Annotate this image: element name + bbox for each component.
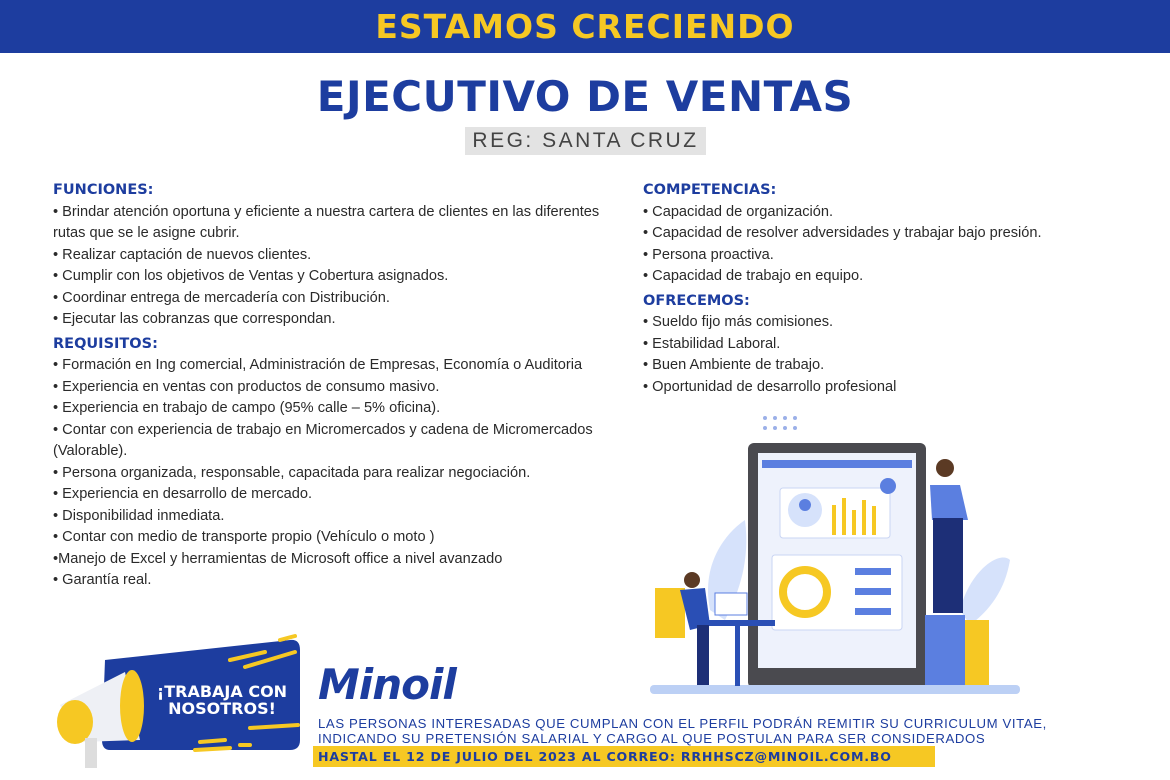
section-heading: OFRECEMOS: xyxy=(643,292,750,309)
megaphone-banner xyxy=(50,630,310,775)
list-item: • Coordinar entrega de mercadería con Distribución. xyxy=(53,289,390,306)
list-item: • Contar con medio de transporte propio (Vehículo o moto ) xyxy=(53,529,435,545)
deadline-email-bar: HASTAL EL 12 DE JULIO DEL 2023 AL CORREO: RRHHSCZ@MINOIL.COM.BO xyxy=(313,746,935,767)
list-item: • Experiencia en desarrollo de mercado. xyxy=(53,486,313,502)
list-item: • Buen Ambiente de trabajo. xyxy=(643,357,825,373)
decor-dots-icon xyxy=(763,416,797,430)
list-item: • Oportunidad de desarrollo profesional xyxy=(643,378,897,395)
header-banner xyxy=(0,0,1170,53)
list-item: • Ejecutar las cobranzas que correspondan. xyxy=(53,311,336,327)
list-item: • Contar con experiencia de trabajo en Micromercados y cadena de Micromercados (Valorable). xyxy=(53,421,593,459)
list-item: • Capacidad de organización. xyxy=(643,203,834,220)
list-item: • Garantía real. xyxy=(53,572,152,588)
list-item: • Brindar atención oportuna y eficiente a nuestra cartera de clientes en las diferentes rutas que se le asigne cubrir. xyxy=(53,203,600,241)
list-item: • Persona organizada, responsable, capacitada para realizar negociación. xyxy=(53,464,531,481)
promo-line2: NOSOTROS! xyxy=(168,699,276,718)
section-heading: COMPETENCIAS: xyxy=(643,182,777,198)
list-item: • Experiencia en trabajo de campo (95% calle – 5% oficina). xyxy=(53,400,441,416)
list-item: • Realizar captación de nuevos clientes. xyxy=(53,246,312,263)
left-column xyxy=(53,180,628,592)
minoil-logo: Minoil xyxy=(318,660,456,709)
list-item: • Estabilidad Laboral. xyxy=(643,335,781,352)
banner-text: ESTAMOS CRECIENDO xyxy=(375,7,795,46)
application-note xyxy=(318,716,1047,746)
list-item: • Experiencia en ventas con productos de consumo masivo. xyxy=(53,378,440,395)
region-badge: REG: SANTA CRUZ xyxy=(465,127,706,155)
note-line-2: INDICANDO SU PRETENSIÓN SALARIAL Y CARGO AL QUE POSTULAN PARA SER CONSIDERADOS xyxy=(318,731,986,746)
section-heading: FUNCIONES: xyxy=(53,182,154,198)
right-column xyxy=(643,180,1163,398)
office-illustration xyxy=(650,410,1040,700)
promo-line1: ¡TRABAJA CON xyxy=(156,682,288,701)
list-item: • Persona proactiva. xyxy=(643,246,774,263)
list-item: • Capacidad de resolver adversidades y trabajar bajo presión. xyxy=(643,225,1042,241)
list-item: •Manejo de Excel y herramientas de Microsoft office a nivel avanzado xyxy=(53,550,503,567)
list-item: • Formación en Ing comercial, Administración de Empresas, Economía o Auditoria xyxy=(53,357,583,373)
job-title: EJECUTIVO DE VENTAS xyxy=(316,72,854,121)
list-item: • Sueldo fijo más comisiones. xyxy=(643,314,834,330)
section-heading: REQUISITOS: xyxy=(53,335,158,352)
note-line-1: LAS PERSONAS INTERESADAS QUE CUMPLAN CON EL PERFIL PODRÁN REMITIR SU CURRICULUM VITAE, xyxy=(318,716,1047,731)
list-item: • Capacidad de trabajo en equipo. xyxy=(643,268,864,284)
megaphone-icon xyxy=(57,670,144,768)
list-item: • Cumplir con los objetivos de Ventas y Cobertura asignados. xyxy=(53,268,449,284)
list-item: • Disponibilidad inmediata. xyxy=(53,507,225,524)
